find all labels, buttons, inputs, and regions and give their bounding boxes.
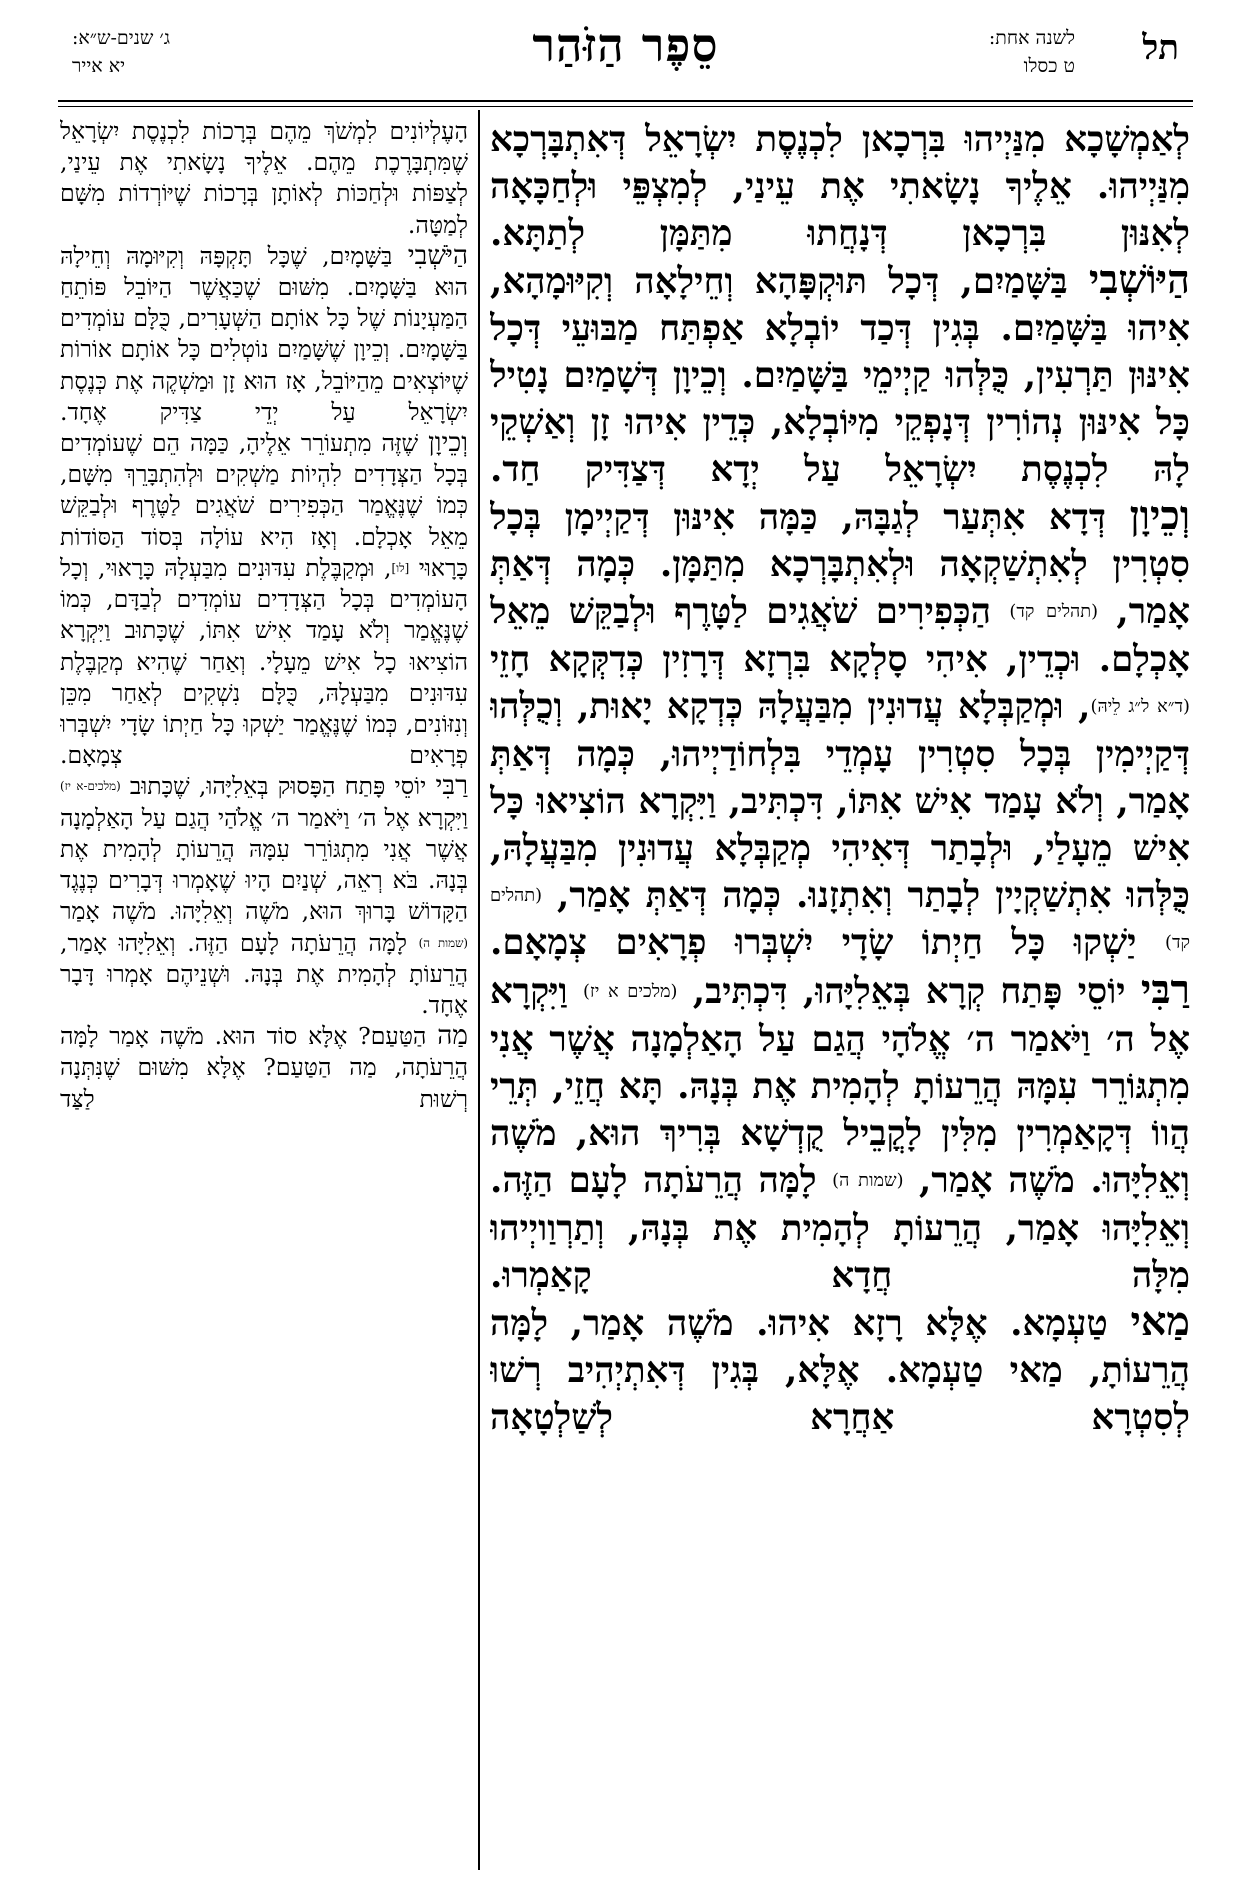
source-reference: [לו] bbox=[391, 560, 410, 575]
paragraph-lead-word: הַיּוֹשְׁבִי bbox=[1088, 257, 1190, 303]
source-reference: (שמות ה) bbox=[418, 935, 468, 950]
schedule-three-years-label: ג׳ שנים-ש״א: bbox=[72, 27, 171, 49]
paragraph: מַאי טַעְמָא. אֶלָּא רָזָא אִיהוּ. מֹשֶׁה אָמַר, לָמָּה הֲרֵעוֹתָ, מַאי טַעְמָא. אֶלָּא, בְּגִין דְּאִתְיְהִיב רְשׁוּ לְסִטְרָא אַחֲרָא לְשַׁלְטָאָה bbox=[490, 1298, 1190, 1438]
header-rule bbox=[58, 100, 1193, 102]
schedule-one-year-date: ט כסלו bbox=[1023, 55, 1075, 77]
paragraph: מַה הַטַּעַם? אֶלָּא סוֹד הוּא. מֹשֶׁה אָמַר לָמָּה הֲרֵעֹתָה, מַה הַטַּעַם? אֶלָּא מִשּׁוּם שֶׁנִּתְּנָה רְשׁוּת לַצַּד bbox=[60, 1021, 468, 1113]
paragraph: וְכֵיוָן דְּדָא אִתְּעַר לְגַבָּהּ, כַּמָּה אִינּוּן דְּקַיְימָן בְּכָל סִטְרִין לְאִתְשַׁקְאָה וּלְאִתְבָּרְכָא מִתַּמָּן. כְּמָה דְּאַתְּ אָמַר, (תהלים קד) הַכְּפִירִים שֹׁאֲגִים לַטָּרֶף וּלְבַקֵּשׁ מֵאֵל אָכְלָם. וּכְדֵין, אִיהִי סָלְקָא בִּרְזָא דְּרָזִין כְּדִקְּקָא חָזֵי (ד״א ל״ג לֵיהּ), וּמְקַבְּלָא עֲדוּנִין מִבַּעֲלָהּ כְּדְקָא יָאוּת, וְכֻלְּהוּ דְּקַיְימִין בְּכָל סִטְרִין עָמְדֵי בִּלְחוֹדַיְיהוּ, כְּמָה דְּאַתְּ אָמַר, וְלֹא עָמַד אִישׁ אִתּוֹ, דִּכְתִּיב, וַיִּקְרָא הוֹצִיאוּ כָּל אִישׁ מֵעָלַי, וּלְבָתַר דְּאִיהִי מְקַבְּלָא עֲדוּנִין מִבַּעֲלָהּ, כֻּלְּהוּ אִתְשַׁקְיָין לְבָתַר וְאִתְזָנוּ. כְּמָה דְּאַתְּ אָמַר, (תהלים קד) יַשְׁקוּ כָּל חַיְתוֹ שָׂדָי יִשְׁבְּרוּ פְרָאִים צְמָאָם. bbox=[490, 493, 1190, 964]
book-title: סֵפֶר הַזֹּהַר bbox=[532, 18, 719, 72]
paragraph-lead-word: הַיֹּשְׁבִי bbox=[407, 240, 468, 271]
paragraph: הָעֶלְיוֹנִים לִמְשֹׁךְ מֵהֶם בְּרָכוֹת לִכְנֶסֶת יִשְׂרָאֵל שֶׁמִּתְבָּרֶכֶת מֵהֶם. אֵלֶיךָ נָשָׂאתִי אֶת עֵינַי, לְצַפּוֹת וּלְחַכּוֹת לְאוֹתָן בְּרָכוֹת שֶׁיּוֹרְדוֹת מִשָּׁם לְמַטָּה. bbox=[60, 117, 468, 239]
paragraph-lead-word: רַבִּי bbox=[1140, 967, 1190, 1014]
paragraph-lead-word: רַבִּי bbox=[435, 771, 468, 802]
schedule-one-year-label: לשנה אחת: bbox=[988, 27, 1075, 49]
paragraph: הַיֹּשְׁבִי בַּשָּׁמָיִם, שֶׁכָּל תָּקְפָּהּ וְקִיּוּמָהּ וְחֵילָהּ הוּא בַּשָּׁמָיִם. מִשּׁוּם שֶׁכַּאֲשֶׁר הַיּוֹבֵל פּוֹתֵחַ הַמַּעְיָנוֹת שֶׁל כָּל אוֹתָם הַשְּׁעָרִים, כֻּלָּם עוֹמְדִים בַּשָּׁמָיִם. וְכֵיוָן שֶׁשָּׁמַיִם נוֹטְלִים כָּל אוֹתָם אוֹרוֹת שֶׁיּוֹצְאִים מֵהַיּוֹבֵל, אָז הוּא זָן וּמַשְׁקֶה אֶת כְּנֶסֶת יִשְׂרָאֵל עַל יְדֵי צַדִּיק אֶחָד. bbox=[60, 240, 468, 426]
page-number: תל bbox=[1142, 28, 1179, 68]
hebrew-translation-column bbox=[60, 116, 468, 1876]
source-reference: (מלכים-א יז) bbox=[60, 779, 121, 794]
paragraph-lead-word: מַאי bbox=[1130, 1298, 1190, 1345]
source-reference: (שמות ה) bbox=[832, 1170, 904, 1191]
source-reference: (ד״א ל״ג לֵיהּ) bbox=[1090, 696, 1190, 717]
source-reference: (תהלים קד) bbox=[490, 885, 1190, 954]
paragraph-lead-word: וְכֵיוָן bbox=[428, 428, 468, 459]
aramaic-text-column bbox=[490, 116, 1190, 1876]
source-reference: (מלכים א יז) bbox=[582, 981, 678, 1002]
page-header bbox=[58, 20, 1193, 102]
source-reference: (תהלים קד) bbox=[1009, 601, 1098, 622]
paragraph: רַבִּי יוֹסֵי פָּתַח הַפָּסוּק בְּאֵלִיָּהוּ, שֶׁכָּתוּב (מלכים-א יז) וַיִּקְרָא אֶל ה׳ וַיֹּאמַר ה׳ אֱלֹהַי הֲגַם עַל הָאַלְמָנָה אֲשֶׁר אֲנִי מִתְגּוֹרֵר עִמָּהּ הֲרֵעוֹתָ לְהָמִית אֶת בְּנָהּ. בֹּא רְאֵה, שְׁנַיִם הָיוּ שֶׁאָמְרוּ דְּבָרִים כְּנֶגֶד הַקָּדוֹשׁ בָּרוּךְ הוּא, מֹשֶׁה וְאֵלִיָּהוּ. מֹשֶׁה אָמַר (שמות ה) לָמָּה הֲרֵעֹתָה לָעָם הַזֶּה. וְאֵלִיָּהוּ אָמַר, הֲרֵעוֹתָ לְהָמִית אֶת בְּנָהּ. וּשְׁנֵיהֶם אָמְרוּ דָּבָר אֶחָד. bbox=[60, 771, 468, 1020]
paragraph: הַיּוֹשְׁבִי בַּשָּׁמַיִם, דְּכָל תּוּקְפָּהָא וְחֵילָאָה וְקִיּוּמָהָא, אִיהוּ בַּשָּׁמַיִם. בְּגִין דְּכַד יוֹבְלָא אַפְתַּח מַבּוּעֵי דְּכָל אִינּוּן תַּרְעִין, כֻּלְּהוּ קַיְימֵי בַּשָּׁמַיִם. וְכֵיוָן דְּשָׁמַיִם נָטִיל כָּל אִינּוּן נְהוֹרִין דְּנָפְקֵי מִיּוֹבְלָא, כְּדֵין אִיהוּ זָן וְאַשְׁקֵי לָהּ לִכְנֶסֶת יִשְׂרָאֵל עַל יְדָא דְּצַדִּיק חַד. bbox=[490, 257, 1190, 490]
schedule-three-years-date: יא אייר bbox=[72, 55, 126, 77]
schedule-three-years bbox=[72, 24, 170, 80]
paragraph-lead-word: מַה bbox=[437, 1021, 468, 1052]
paragraph: לְאַמְשָׁכָא מִנַּיְיהוּ בִּרְכָאן לִכְנֶסֶת יִשְׂרָאֵל דְּאִתְבָּרְכָא מִנַּיְיהוּ. אֵלֶיךָ נָשָׂאתִי אֶת עֵינַי, לְמִצְפֵּי וּלְחַכָּאָה לְאִנּוּן בִּרְכָאן דְּנָחֲתוּ מִתַּמָּן לְתַתָּא. bbox=[490, 119, 1190, 254]
header-rule-thin bbox=[58, 106, 1193, 107]
column-divider bbox=[478, 110, 480, 1870]
paragraph: רַבִּי יוֹסֵי פָּתַח קְרָא בְּאֵלִיָּהוּ, דִּכְתִּיב, (מלכים א יז) וַיִּקְרָא אֶל ה׳ וַיֹּאמַר ה׳ אֱלֹהָי הֲגַם עַל הָאַלְמָנָה אֲשֶׁר אֲנִי מִתְגּוֹרֵר עִמָּהּ הֲרֵעוֹתָ לְהָמִית אֶת בְּנָהּ. תָּא חֲזֵי, תְּרֵי הֲווֹ דְּקָאַמְרִין מִלִּין לָקֳבֵיל קֻדְשָׁא בְּרִיךְ הוּא, מֹשֶׁה וְאֵלִיָּהוּ. מֹשֶׁה אָמַר, (שמות ה) לָמָּה הֲרֵעֹתָה לָעָם הַזֶּה. וְאֵלִיָּהוּ אָמַר, הֲרֵעוֹתָ לְהָמִית אֶת בְּנָהּ, וְתַרְוַויְיהוּ מִלָּה חֲדָא קָאַמְרוּ. bbox=[490, 967, 1190, 1296]
paragraph-lead-word: וְכֵיוָן bbox=[1129, 493, 1190, 539]
paragraph: וְכֵיוָן שֶׁזֶּה מִתְעוֹרֵר אֵלֶיהָ, כַּמָּה הֵם שֶׁעוֹמְדִים בְּכָל הַצְּדָדִים לִהְיוֹת מַשְׁקִים וּלְהִתְבָּרֵךְ מִשָּׁם, כְּמוֹ שֶׁנֶּאֱמַר הַכְּפִירִים שֹׁאֲגִים לַטֶּרֶף וּלְבַקֵּשׁ מֵאֵל אָכְלָם. וְאָז הִיא עוֹלָה בְּסוֹד הַסּוֹדוֹת כָּרָאוּי [לו], וּמְקַבֶּלֶת עִדּוּנִים מִבַּעְלָהּ כָּרָאוּי, וְכָל הָעוֹמְדִים בְּכָל הַצְּדָדִים עוֹמְדִים לְבַדָּם, כְּמוֹ שֶׁנֶּאֱמַר וְלֹא עָמַד אִישׁ אִתּוֹ, שֶׁכָּתוּב וַיִּקְרָא הוֹצִיאוּ כָל אִישׁ מֵעָלָי. וְאַחַר שֶׁהִיא מְקַבֶּלֶת עִדּוּנִים מִבַּעְלָהּ, כֻּלָּם נִשְׁקִים לְאַחַר מִכֵּן וְנִזּוֹנִים, כְּמוֹ שֶׁנֶּאֱמַר יַשְׁקוּ כָּל חַיְתוֹ שָׂדָי יִשְׁבְּרוּ פְרָאִים צְמָאָם. bbox=[60, 428, 468, 770]
